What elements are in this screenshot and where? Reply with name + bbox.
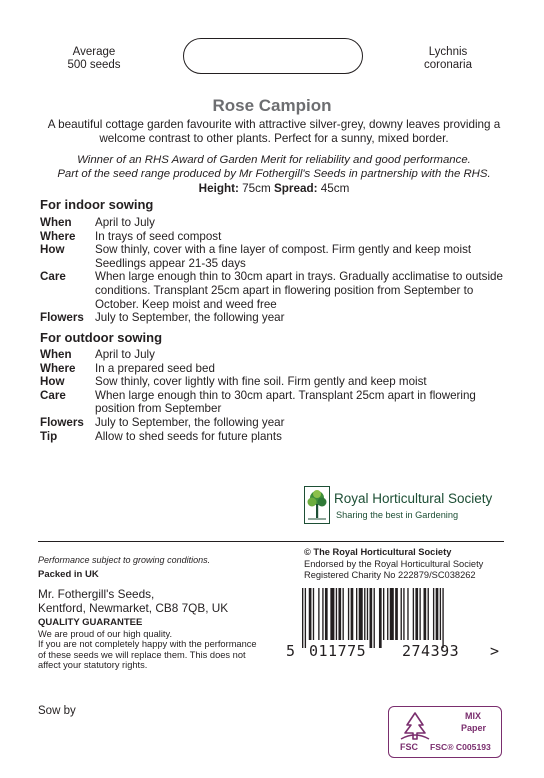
outdoor-row-how: How Sow thinly, cover lightly with fine soil. Firm gently and keep moist	[40, 375, 427, 389]
barcode-bar	[364, 588, 365, 640]
outdoor-row-when: When April to July	[40, 348, 155, 361]
indoor-row-flowers: Flowers July to September, the following year	[40, 311, 285, 325]
spread-label: Spread:	[273, 182, 318, 195]
barcode-right-digits: 274393	[402, 642, 460, 660]
barcode-bar	[367, 588, 368, 640]
barcode-bar	[387, 588, 388, 640]
barcode-arrow: >	[490, 642, 500, 660]
latin-species: coronaria	[424, 59, 472, 71]
outdoor-row-care: Care When large enough thin to 30cm apart. Transplant 25cm apart in flowering position from September	[40, 388, 476, 416]
barcode-bar	[407, 588, 408, 640]
barcode-bar	[359, 588, 363, 640]
outdoor-sowing-table	[40, 348, 510, 443]
barcode-bar	[383, 588, 384, 640]
barcode-bar	[428, 588, 429, 640]
barcode-bar	[348, 588, 349, 640]
outdoor-row-where: Where In a prepared seed bed	[40, 361, 215, 375]
barcode-left-digits: 011775	[309, 642, 367, 660]
divider	[38, 541, 504, 542]
performance-note: Performance subject to growing conditions.	[38, 555, 211, 565]
barcode-bar	[330, 588, 334, 640]
hang-slot	[183, 38, 363, 74]
rhs-tree-icon	[304, 486, 330, 524]
charity-number: Registered Charity No 222879/SC038262	[304, 570, 476, 580]
fsc-label: FSC	[400, 742, 418, 752]
barcode-bar	[302, 588, 303, 648]
guarantee-line: affect your statutory rights.	[38, 660, 148, 671]
barcode-bar	[370, 588, 373, 648]
barcode-bar	[322, 588, 323, 640]
latin-name	[410, 46, 486, 72]
barcode-bar	[338, 588, 341, 640]
outdoor-row-tip: Tip Allow to shed seeds for future plants	[40, 429, 282, 443]
seed-count-line1: Average	[72, 46, 116, 58]
indoor-row-where: Where In trays of seed compost	[40, 229, 222, 243]
barcode-bar	[424, 588, 427, 640]
seed-count	[58, 46, 130, 72]
barcode-bar	[374, 588, 375, 648]
barcode-bar	[413, 588, 414, 640]
page-title: Rose Campion	[212, 96, 332, 115]
company-address	[38, 587, 228, 615]
barcode-bar	[336, 588, 337, 640]
barcode-bar	[356, 588, 357, 640]
barcode-bar	[313, 588, 314, 640]
barcode-bar	[403, 588, 404, 640]
barcode-bar	[440, 588, 441, 640]
barcode-bar	[305, 588, 306, 648]
barcode-bar	[325, 588, 328, 640]
rhs-logo	[304, 486, 504, 524]
rhs-tagline: Sharing the best in Gardening	[336, 510, 459, 520]
address-line: Kentford, Newmarket, CB8 7QB, UK	[38, 601, 229, 615]
endorsed-line: Endorsed by the Royal Horticultural Society	[304, 558, 484, 569]
barcode-bar	[309, 588, 312, 640]
award-text	[40, 153, 508, 181]
fsc-paper: Paper	[461, 723, 487, 733]
guarantee-text	[38, 629, 257, 671]
barcode-bar	[433, 588, 434, 640]
fsc-code: FSC® C005193	[430, 742, 491, 752]
rhs-name: Royal Horticultural Society	[334, 491, 493, 506]
fsc-tree-icon	[397, 711, 433, 741]
award-line: Winner of an RHS Award of Garden Merit for reliability and good performance.	[77, 154, 471, 166]
guarantee-line: of these seeds we will replace them. This does not	[38, 649, 246, 660]
intro-text	[40, 118, 508, 146]
barcode-bar	[379, 588, 382, 648]
sow-by-label: Sow by	[38, 705, 76, 717]
outdoor-row-flowers: Flowers July to September, the following year	[40, 415, 285, 429]
seed-count-line2: 500 seeds	[67, 59, 121, 71]
fsc-mix: MIX	[465, 711, 482, 721]
barcode-bar	[442, 588, 443, 648]
barcode-bar	[318, 588, 319, 640]
award-line: Part of the seed range produced by Mr Fothergill's Seeds in partnership with the RHS.	[57, 168, 491, 180]
intro-line: A beautiful cottage garden favourite with attractive silver-grey, downy leaves providing a	[47, 118, 501, 131]
barcode-first-digit: 5	[286, 642, 296, 660]
indoor-row-care: Care When large enough thin to 30cm apart in trays. Gradually acclimatise to outside conditions. Transplant 25cm apart in flowering position from September to October. Keep moist and weed free	[40, 270, 503, 311]
barcode-bar	[390, 588, 394, 640]
outdoor-sowing-heading: For outdoor sowing	[40, 330, 163, 345]
indoor-row-when: When April to July	[40, 216, 155, 229]
barcode-bars	[302, 588, 502, 648]
packed-in: Packed in UK	[38, 569, 99, 580]
barcode-bar	[419, 588, 420, 640]
rhs-endorsement	[304, 547, 483, 582]
barcode-bar	[415, 588, 418, 640]
plant-size	[40, 182, 508, 195]
barcode	[286, 588, 500, 660]
indoor-sowing-heading: For indoor sowing	[40, 197, 154, 212]
indoor-sowing-table	[40, 216, 510, 325]
indoor-row-how: How Sow thinly, cover with a fine layer of compost. Firm gently and keep moist Seedlings appear 21-35 days	[40, 243, 472, 270]
guarantee-title: QUALITY GUARANTEE	[38, 617, 143, 628]
guarantee-line: We are proud of our high quality.	[38, 629, 173, 639]
copyright: © The Royal Horticultural Society	[304, 547, 452, 557]
fsc-logo	[388, 706, 502, 758]
height-label: Height:	[198, 182, 239, 195]
barcode-bar	[343, 588, 344, 640]
barcode-bar	[351, 588, 354, 640]
intro-line: welcome contrast to other plants. Perfect for a sunny, mixed border.	[99, 132, 449, 145]
spread-value: 45cm	[320, 182, 350, 195]
address-line: Mr. Fothergill's Seeds,	[38, 587, 155, 601]
latin-genus: Lychnis	[428, 46, 468, 58]
barcode-bar	[401, 588, 402, 640]
guarantee-line: If you are not completely happy with the performance	[38, 639, 257, 650]
barcode-bar	[395, 588, 398, 640]
height-value: 75cm	[242, 182, 271, 195]
barcode-bar	[436, 588, 439, 640]
